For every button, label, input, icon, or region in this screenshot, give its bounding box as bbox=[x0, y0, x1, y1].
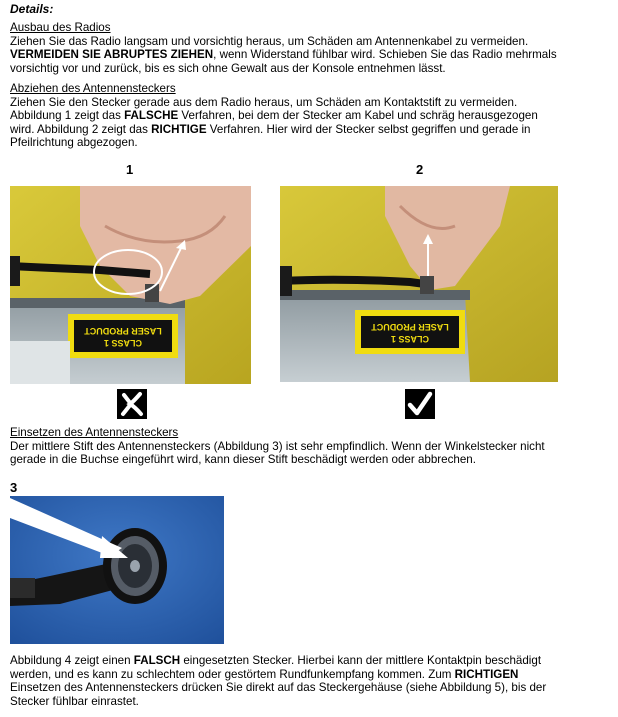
text-line: vorsichtig vor und zurück, bis es sich ohne Gewalt aus der Konsole entnehmen lässt. bbox=[10, 61, 446, 75]
text-line: Pfeilrichtung abgezogen. bbox=[10, 136, 138, 150]
text-fragment: , wenn Widerstand fühlbar wird. Schieben Sie das Radio mehrmals bbox=[213, 48, 557, 62]
bold-richtige: RICHTIGE bbox=[151, 122, 207, 136]
cross-mark-icon bbox=[117, 389, 147, 419]
text-line: Stecker fühlbar einrastet. bbox=[10, 694, 139, 708]
section-ausbau bbox=[10, 21, 610, 75]
figure-2-label: 2 bbox=[416, 162, 424, 177]
text-fragment: Verfahren, bei dem der Stecker am Kabel und schräg herausgezogen bbox=[178, 109, 538, 123]
text-line: Einsetzen des Antennensteckers drücken Sie direkt auf das Steckergehäuse (siehe Abbildung 5), bis der bbox=[10, 681, 547, 695]
figure-3-photo bbox=[10, 496, 224, 644]
figure-1-photo bbox=[10, 186, 251, 384]
section-heading: Abziehen des Antennensteckers bbox=[10, 82, 176, 95]
text-fragment: eingesetzten Stecker. Hierbei kann der mittlere Kontaktpin beschädigt bbox=[180, 654, 542, 667]
laser-label-line1: CLASS 1 bbox=[390, 334, 430, 344]
bold-falsche: FALSCHE bbox=[124, 109, 179, 123]
text-line bbox=[10, 668, 610, 682]
text-line bbox=[10, 109, 610, 123]
laser-label-line2: LASER PRODUCT bbox=[371, 322, 449, 332]
text-fragment: Abbildung 4 zeigt einen bbox=[10, 654, 134, 667]
section-einsetzen bbox=[10, 426, 610, 467]
laser-label-line2: LASER PRODUCT bbox=[84, 326, 162, 336]
text-fragment: wird. Abbildung 2 zeigt das bbox=[10, 122, 152, 136]
figure-2-photo bbox=[280, 186, 558, 382]
text-fragment: Abbildung 1 zeigt das bbox=[10, 109, 125, 123]
bold-warning: VERMEIDEN SIE ABRUPTES ZIEHEN bbox=[10, 48, 214, 62]
text-line: Der mittlere Stift des Antennensteckers (Abbildung 3) ist sehr empfindlich. Wenn der Winkelstecker nicht bbox=[10, 439, 545, 453]
section-abbildung4 bbox=[10, 654, 610, 708]
text-line bbox=[10, 123, 610, 137]
section-abziehen bbox=[10, 82, 610, 150]
page-title: Details: bbox=[10, 2, 54, 16]
bold-falsch: FALSCH bbox=[133, 654, 181, 667]
figure-1-label: 1 bbox=[126, 162, 134, 177]
text-fragment: werden, und es kann zu schlechtem oder gestörtem Rundfunkempfang kommen. Zum bbox=[10, 667, 455, 681]
section-heading: Ausbau des Radios bbox=[10, 21, 111, 34]
text-line bbox=[10, 48, 610, 62]
text-line: gerade in die Buchse eingeführt wird, kann dieser Stift beschädigt werden oder abbrechen. bbox=[10, 453, 476, 467]
check-mark-icon bbox=[405, 389, 435, 419]
figure-3-label: 3 bbox=[10, 480, 18, 495]
section-heading: Einsetzen des Antennensteckers bbox=[10, 426, 179, 439]
text-line bbox=[10, 654, 610, 668]
text-fragment: Verfahren. Hier wird der Stecker selbst gegriffen und gerade in bbox=[206, 122, 531, 136]
text-line: Ziehen Sie das Radio langsam und vorsichtig heraus, um Schäden am Antennenkabel zu vermeiden. bbox=[10, 34, 529, 48]
bold-richtigen: RICHTIGEN bbox=[454, 667, 519, 681]
text-line: Ziehen Sie den Stecker gerade aus dem Radio heraus, um Schäden am Kontaktstift zu vermeiden. bbox=[10, 95, 518, 109]
laser-label-line1: CLASS 1 bbox=[103, 338, 143, 348]
